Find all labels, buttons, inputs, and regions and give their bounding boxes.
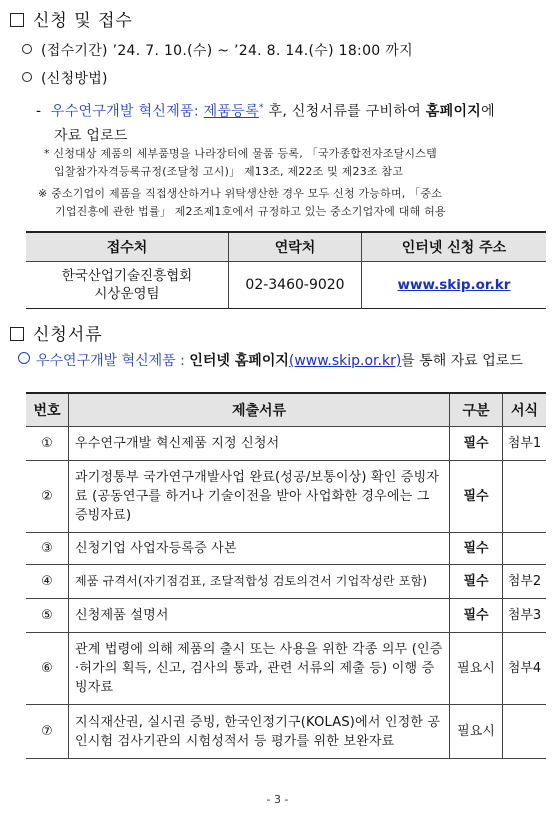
note-2 [38,185,550,221]
product-register-link[interactable]: 제품등록 [203,103,259,120]
documents-table [26,392,546,759]
period-label: (접수기간) [41,43,108,59]
circle-bullet-icon [22,44,32,54]
period-line [22,40,413,60]
note-2-line-1: 중소기업이 제품을 직접생산하거나 위탁생산한 경우 모두 신청 가능하며, 「중소 [51,187,443,200]
checkbox-square-icon [10,327,24,341]
circle-bullet-icon [22,72,32,82]
section-2-heading [10,320,103,345]
skip-url-link[interactable]: www.skip.or.kr [397,277,511,293]
row-form: 첨부3 [503,599,547,633]
note-2-line-2: 기업진흥에 관한 법률」 제2조제1호에서 규정하고 있는 중소기업자에 대해 허용 [55,205,446,218]
row-type: 필수 [450,427,503,461]
reception-org [26,262,229,309]
header-category: 구분 [450,393,503,427]
contact-phone: 02-3460-9020 [229,262,362,309]
method-description [36,96,546,148]
row-document: 신청제품 설명서 [69,599,450,633]
header-number: 번호 [26,393,69,427]
row-type: 필수 [450,565,503,599]
sub-colon: : [180,353,185,369]
internet-homepage-text: 인터넷 홈페이지 [189,353,289,369]
checkbox-square-icon [10,13,24,27]
method-rest-text: 후, 신청서류를 구비하여 [268,103,422,120]
row-number: ③ [26,533,69,565]
table-row [26,599,546,633]
footnote-star: * [258,103,264,113]
header-documents: 제출서류 [69,393,450,427]
header-reception: 접수처 [26,232,229,262]
row-type: 필요시 [450,705,503,759]
row-type: 필수 [450,461,503,533]
note-1 [44,145,550,181]
method-line2-text: 자료 업로드 [54,127,128,144]
row-number: ⑦ [26,705,69,759]
period-value: ’24. 7. 10.(수) ~ ’24. 8. 14.(수) 18:00 까지 [112,43,413,59]
blue-circle-icon [18,352,30,364]
header-form: 서식 [503,393,547,427]
row-form: 첨부2 [503,565,547,599]
note-1-line-1: 신청대상 제품의 세부품명을 나라장터에 물품 등록, 「국가종합전자조달시스템 [53,147,437,160]
row-form [503,533,547,565]
header-contact: 연락처 [229,232,362,262]
table-row [26,705,546,759]
section-2-title: 신청서류 [33,325,103,345]
row-type: 필수 [450,599,503,633]
row-type: 필요시 [450,633,503,705]
contact-table [26,231,546,309]
row-document: 지식재산권, 실시권 증빙, 한국인정기구(KOLAS)에서 인정한 공인시험 검사기관의 시험성적서 등 평가를 위한 보완자료 [69,705,450,759]
note-1-mark: * [44,147,50,160]
section-2-subline [18,350,523,370]
table-row [26,633,546,705]
row-form [503,705,547,759]
section-1-heading [10,6,133,31]
note-1-line-2: 입찰참가자격등록규정(조달청 고시)」 제13조, 제22조 및 제23조 참고 [54,165,404,178]
table-row [26,427,546,461]
row-form: 첨부1 [503,427,547,461]
row-number: ⑤ [26,599,69,633]
note-2-mark: ※ [38,187,48,200]
row-form [503,461,547,533]
row-number: ④ [26,565,69,599]
table-row [26,461,546,533]
sub-rest-text: 를 통해 자료 업로드 [401,353,523,369]
row-number: ① [26,427,69,461]
row-number: ⑥ [26,633,69,705]
row-document: 우수연구개발 혁신제품 지정 신청서 [69,427,450,461]
method-heading [22,68,108,88]
table-row [26,565,546,599]
table-row [26,533,546,565]
dash-bullet: - [36,103,42,120]
skip-homepage-link[interactable]: (www.skip.or.kr) [288,353,402,369]
org-name: 한국산업기술진흥협회 [61,268,193,284]
row-document: 제품 규격서(자기점검표, 조달적합성 검토의견서 기업작성란 포함) [69,565,450,599]
homepage-bold-text: 홈페이지 [425,103,482,120]
method-label: (신청방법) [41,71,108,87]
row-number: ② [26,461,69,533]
row-document: 관계 법령에 의해 제품의 출시 또는 사용을 위한 각종 의무 (인증·허가의 획득, 신고, 검사의 통과, 관련 서류의 제출 등) 이행 증빙자료 [69,633,450,705]
method-blue-text: 우수연구개발 혁신제품: [50,103,199,120]
page-number: - 3 - [266,793,289,806]
method-tail-text: 에 [481,103,495,120]
row-document: 과기정통부 국가연구개발사업 완료(성공/보통이상) 확인 증빙자료 (공동연구를 하거나 기술이전을 받아 사업화한 경우에는 그 증빙자료) [69,461,450,533]
header-internet-address: 인터넷 신청 주소 [362,232,547,262]
row-document: 신청기업 사업자등록증 사본 [69,533,450,565]
row-form: 첨부4 [503,633,547,705]
row-type: 필수 [450,533,503,565]
org-team: 시상운영팀 [94,286,160,302]
section-1-title: 신청 및 접수 [33,11,133,31]
sub-blue-text: 우수연구개발 혁신제품 [36,353,176,369]
